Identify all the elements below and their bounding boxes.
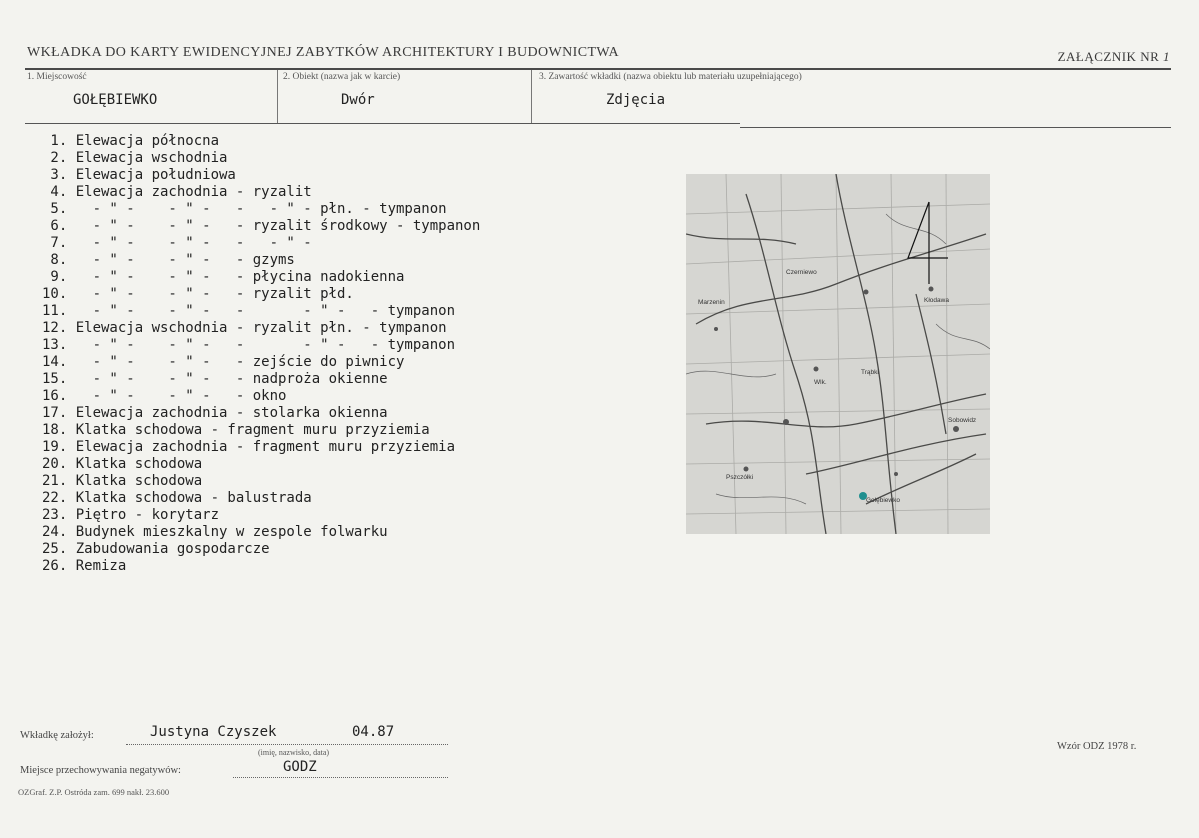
photo-list-item: 16. - " - - " - - okno <box>42 388 287 404</box>
form-version-note: Wzór ODZ 1978 r. <box>1057 741 1137 752</box>
negatives-line <box>233 777 448 778</box>
photo-list-item: 24. Budynek mieszkalny w zespole folwarku <box>42 524 388 540</box>
photo-list-item: 10. - " - - " - - ryzalit płd. <box>42 286 354 302</box>
form-title: WKŁADKA DO KARTY EWIDENCYJNEJ ZABYTKÓW ARCHITEKTURY I BUDOWNICTWA <box>27 45 619 60</box>
photo-list-item: 26. Remiza <box>42 558 127 574</box>
photo-list-item: 1. Elewacja północna <box>42 133 220 149</box>
photo-list-item: 9. - " - - " - - płycina nadokienna <box>42 269 405 285</box>
locality-label: 1. Miejscowość <box>27 72 87 82</box>
fields-bottom-rule-right <box>740 127 1171 128</box>
photo-list-item: 12. Elewacja wschodnia - ryzalit płn. - tympanon <box>42 320 447 336</box>
field-divider <box>531 70 532 123</box>
photo-list-item: 11. - " - - " - - - " - - tympanon <box>42 303 456 319</box>
fields-bottom-rule <box>25 123 740 124</box>
map-label: Sobowidz <box>948 417 977 424</box>
locality-value: GOŁĘBIEWKO <box>73 92 158 108</box>
photo-list-item: 2. Elewacja wschodnia <box>42 150 228 166</box>
photo-list-item: 23. Piętro - korytarz <box>42 507 220 523</box>
photo-list-item: 17. Elewacja zachodnia - stolarka okienna <box>42 405 388 421</box>
negatives-value: GODZ <box>283 759 317 775</box>
map-label: Marzenin <box>698 299 725 306</box>
photo-list-item: 21. Klatka schodowa <box>42 473 203 489</box>
prepared-by-hint: (imię, nazwisko, data) <box>258 748 330 757</box>
contents-value: Zdjęcia <box>606 92 666 108</box>
photo-list-item: 22. Klatka schodowa - balustrada <box>42 490 312 506</box>
prepared-by-line <box>126 744 448 745</box>
prepared-by-label: Wkładkę założył: <box>20 730 94 741</box>
map-label: Kłodawa <box>924 297 949 304</box>
map-label: Trąbki <box>861 369 879 376</box>
photo-list-item: 20. Klatka schodowa <box>42 456 203 472</box>
annex-number: 1 <box>1163 49 1170 64</box>
annex-label <box>1058 49 1170 65</box>
photo-list-item: 15. - " - - " - - nadproża okienne <box>42 371 388 387</box>
prepared-by-value: Justyna Czyszek <box>150 724 277 740</box>
object-value: Dwór <box>341 92 375 108</box>
map-label: Pszczółki <box>726 474 754 481</box>
annex-label-text: ZAŁĄCZNIK NR <box>1057 49 1160 64</box>
photo-list-item: 13. - " - - " - - - " - - tympanon <box>42 337 456 353</box>
photo-list-item: 19. Elewacja zachodnia - fragment muru przyziemia <box>42 439 456 455</box>
photo-list-item: 18. Klatka schodowa - fragment muru przyziemia <box>42 422 430 438</box>
photo-list-item: 8. - " - - " - - gzyms <box>42 252 295 268</box>
photo-list-item: 3. Elewacja południowa <box>42 167 236 183</box>
header-rule <box>25 68 1171 70</box>
photo-list-item: 14. - " - - " - - zejście do piwnicy <box>42 354 405 370</box>
object-label: 2. Obiekt (nazwa jak w karcie) <box>283 72 401 82</box>
photo-list-item: 4. Elewacja zachodnia - ryzalit <box>42 184 312 200</box>
location-map <box>686 174 990 534</box>
photo-list-item: 5. - " - - " - - - " - płn. - tympanon <box>42 201 447 217</box>
contents-label: 3. Zawartość wkładki (nazwa obiektu lub materiału uzupełniającego) <box>539 72 802 82</box>
map-label: Czerniewo <box>786 269 817 276</box>
photo-list-item: 6. - " - - " - - ryzalit środkowy - tympanon <box>42 218 481 234</box>
prepared-date-value: 04.87 <box>352 724 395 740</box>
map-label: Wlk. <box>814 379 827 386</box>
printer-note: OZGraf. Z.P. Ostróda zam. 699 nakł. 23.600 <box>18 787 170 797</box>
photo-list-item: 25. Zabudowania gospodarcze <box>42 541 270 557</box>
photo-list <box>42 133 480 575</box>
map-drawing <box>686 174 990 534</box>
field-divider <box>277 70 278 123</box>
negatives-label: Miejsce przechowywania negatywów: <box>20 765 181 776</box>
photo-list-item: 7. - " - - " - - - " - <box>42 235 312 251</box>
map-label: Gołębiewko <box>866 497 900 504</box>
